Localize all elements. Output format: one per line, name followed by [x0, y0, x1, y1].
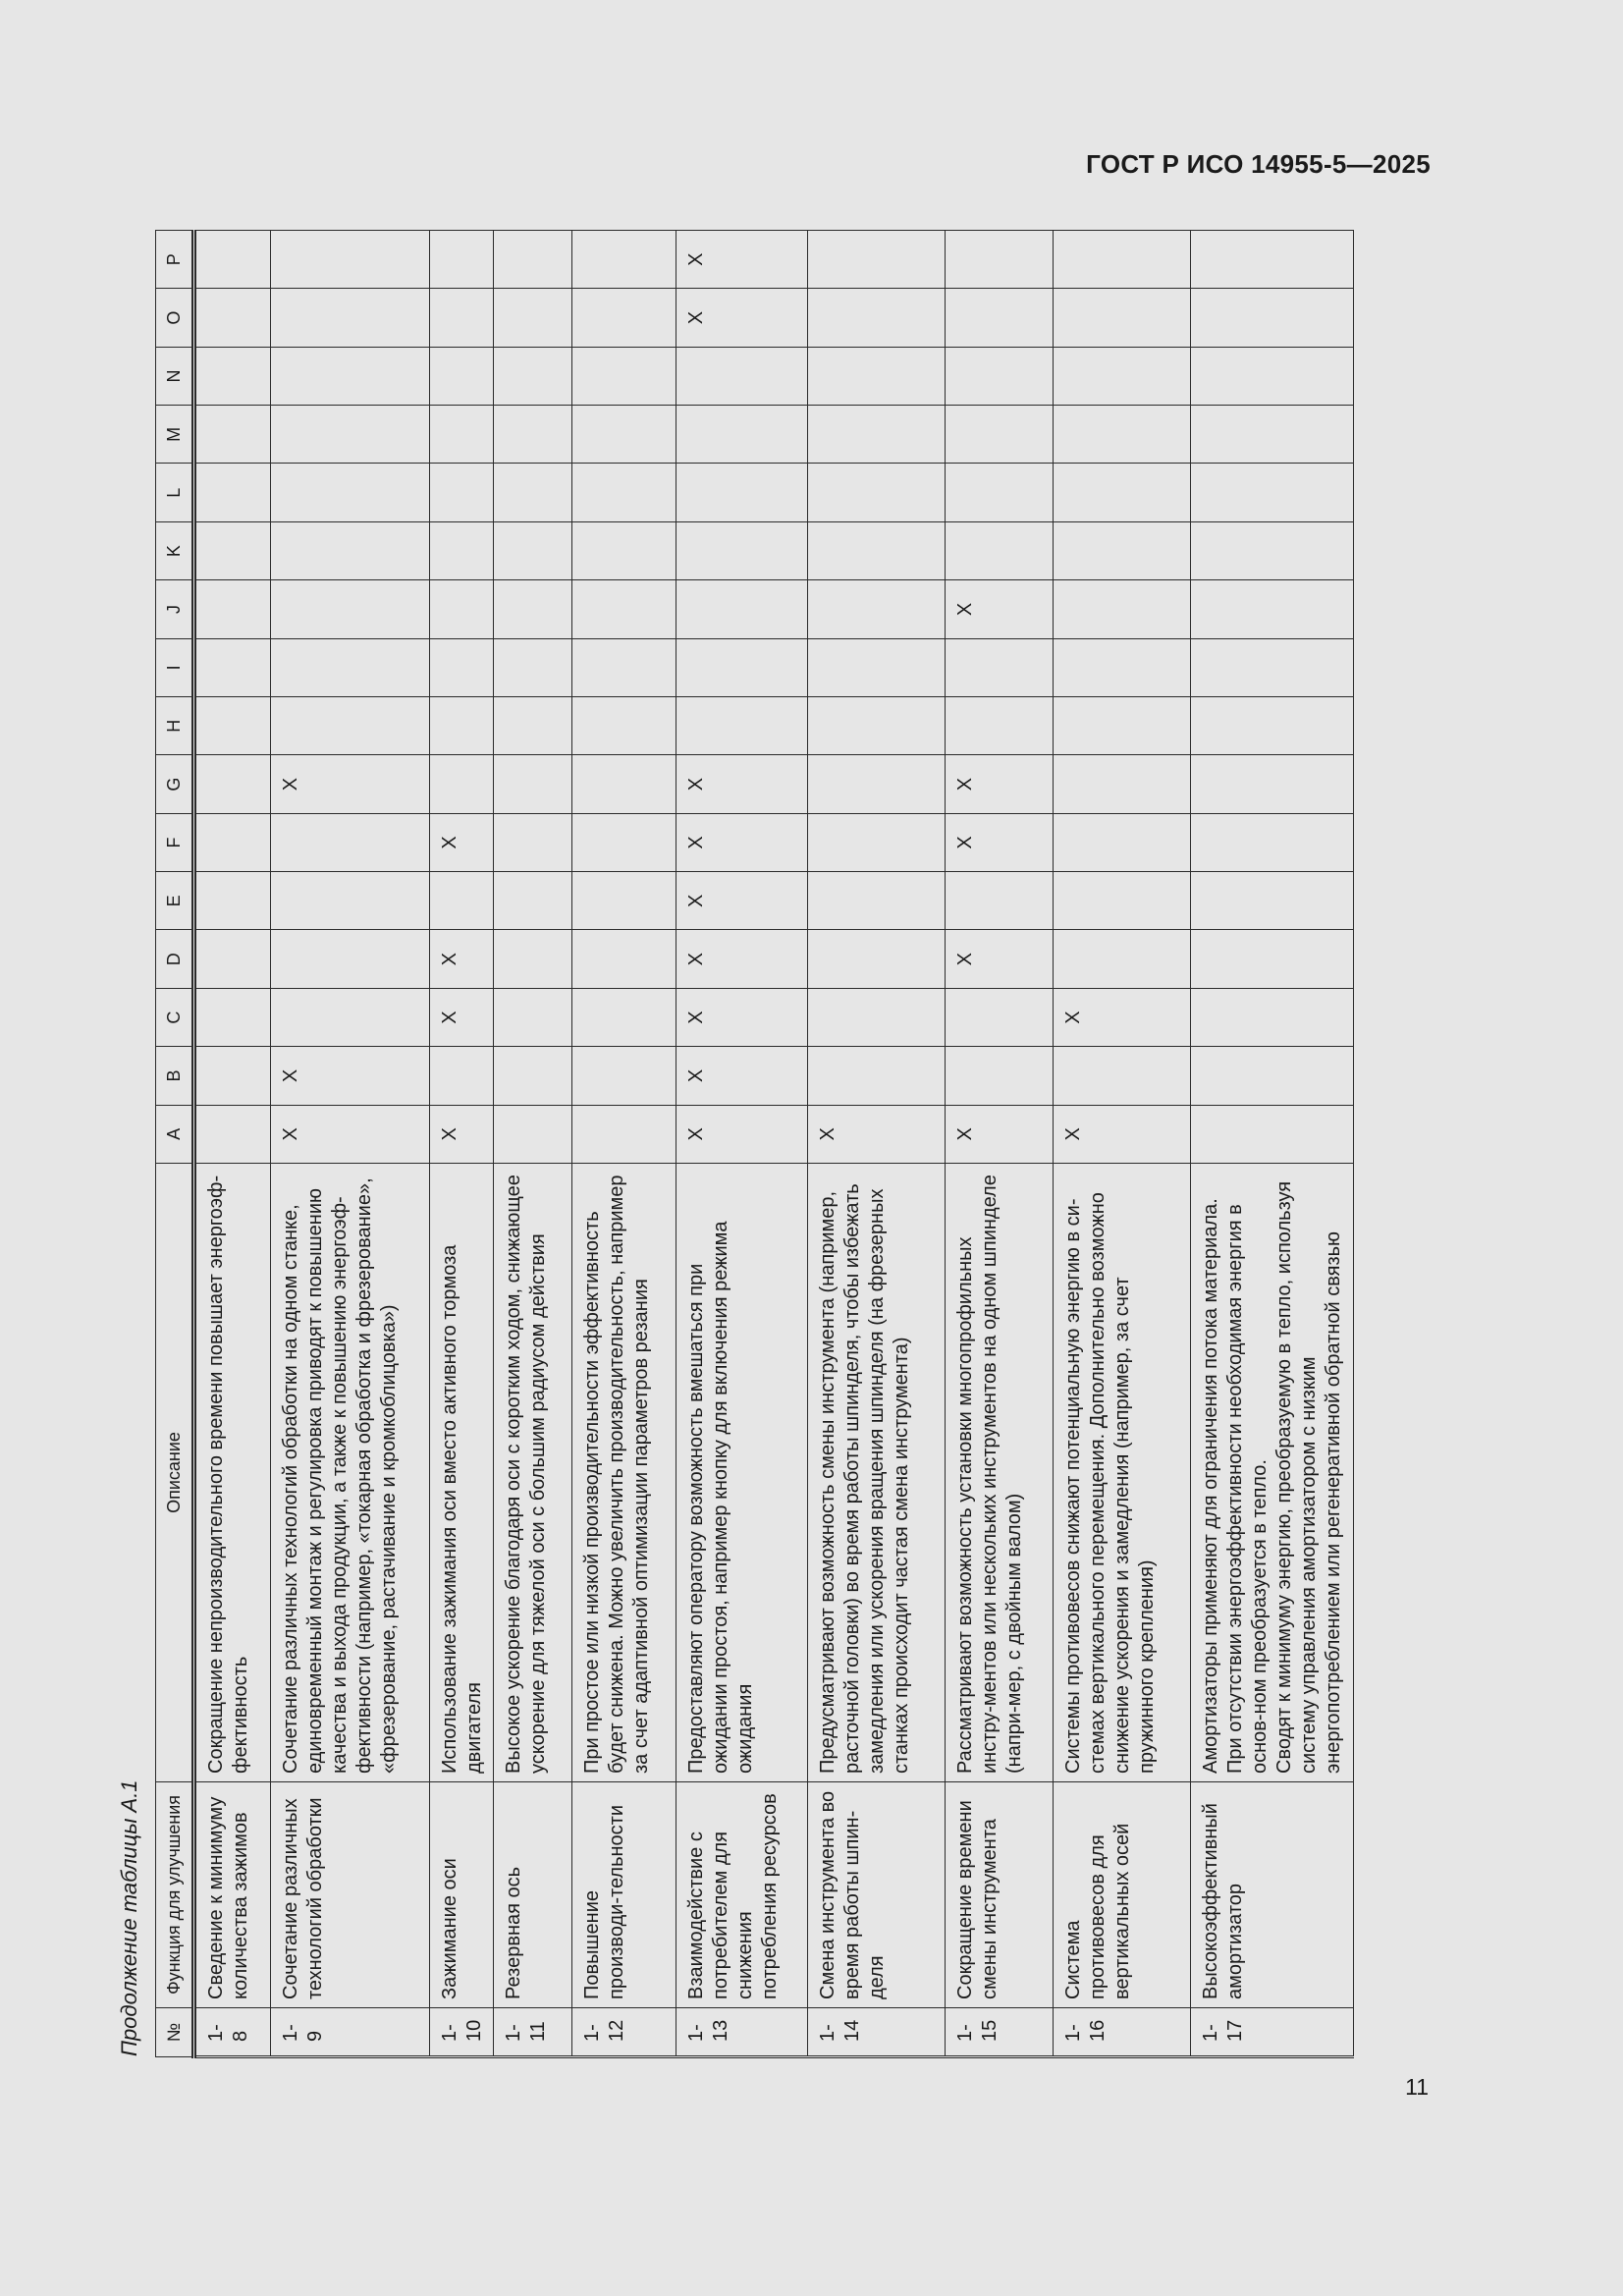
mark-cell-e — [808, 872, 946, 930]
row-description: Сокращение непроизводительного времени повышает энергоэф-фективность — [194, 1164, 271, 1782]
table-row — [194, 231, 271, 2057]
mark-cell-i — [1191, 638, 1354, 696]
header-description: Описание — [156, 1164, 194, 1782]
mark-cell-a — [572, 1105, 676, 1163]
mark-cell-h — [494, 697, 572, 755]
standard-header: ГОСТ Р ИСО 14955-5—2025 — [1086, 149, 1431, 179]
mark-cell-l — [494, 464, 572, 521]
row-number: 1-16 — [1054, 2008, 1191, 2057]
mark-cell-f: X — [430, 813, 494, 871]
mark-cell-k — [271, 521, 430, 579]
mark-cell-j — [1054, 580, 1191, 638]
header-number: № — [156, 2008, 194, 2057]
mark-cell-c: X — [676, 988, 808, 1046]
header-col-o: O — [156, 289, 194, 347]
header-col-g: G — [156, 755, 194, 813]
mark-cell-e — [1054, 872, 1191, 930]
header-function: Функция для улучшения — [156, 1782, 194, 2008]
header-col-h: H — [156, 697, 194, 755]
mark-cell-j — [676, 580, 808, 638]
mark-cell-b: X — [271, 1047, 430, 1105]
mark-cell-m — [430, 406, 494, 464]
mark-cell-m — [494, 406, 572, 464]
mark-cell-p — [1191, 231, 1354, 289]
row-function: Сведение к минимуму количества зажимов — [194, 1782, 271, 2008]
mark-cell-c: X — [430, 988, 494, 1046]
mark-cell-g: X — [946, 755, 1054, 813]
row-description: Амортизаторы применяют для ограничения потока материала. При отсутствии энергоэффективности необходимая энергия в основ-ном преобразуется в тепло. Сводят к минимуму энергию, преобразуемую в тепло, используя систему управления амортизатором с низким энергопотреблением или регенеративной обратной связью — [1191, 1164, 1354, 1782]
row-number: 1-17 — [1191, 2008, 1354, 2057]
mark-cell-f — [194, 813, 271, 871]
mark-cell-i — [1054, 638, 1191, 696]
mark-cell-c — [271, 988, 430, 1046]
mark-cell-c — [808, 988, 946, 1046]
mark-cell-c: X — [1054, 988, 1191, 1046]
mark-cell-i — [946, 638, 1054, 696]
mark-cell-h — [572, 697, 676, 755]
table-row — [676, 231, 808, 2057]
mark-cell-m — [676, 406, 808, 464]
mark-cell-d — [1191, 930, 1354, 988]
mark-cell-h — [676, 697, 808, 755]
mark-cell-k — [572, 521, 676, 579]
mark-cell-h — [946, 697, 1054, 755]
mark-cell-p — [494, 231, 572, 289]
mark-cell-b: X — [676, 1047, 808, 1105]
mark-cell-b — [808, 1047, 946, 1105]
mark-cell-k — [430, 521, 494, 579]
row-function: Резервная ось — [494, 1782, 572, 2008]
mark-cell-g — [1191, 755, 1354, 813]
header-col-n: N — [156, 347, 194, 405]
table-caption: Продолжение таблицы А.1 — [117, 1779, 141, 2056]
mark-cell-k — [676, 521, 808, 579]
mark-cell-a: X — [271, 1105, 430, 1163]
mark-cell-e — [430, 872, 494, 930]
mark-cell-a: X — [676, 1105, 808, 1163]
row-number: 1-8 — [194, 2008, 271, 2057]
mark-cell-a: X — [808, 1105, 946, 1163]
mark-cell-g — [494, 755, 572, 813]
mark-cell-j — [271, 580, 430, 638]
mark-cell-j — [194, 580, 271, 638]
mark-cell-l — [271, 464, 430, 521]
mark-cell-f — [1191, 813, 1354, 871]
mark-cell-h — [271, 697, 430, 755]
mark-cell-p: X — [676, 231, 808, 289]
mark-cell-j — [494, 580, 572, 638]
mark-cell-d: X — [676, 930, 808, 988]
header-col-e: E — [156, 872, 194, 930]
row-number: 1-13 — [676, 2008, 808, 2057]
mark-cell-h — [430, 697, 494, 755]
mark-cell-b — [194, 1047, 271, 1105]
mark-cell-n — [194, 347, 271, 405]
mark-cell-b — [1191, 1047, 1354, 1105]
table-row — [572, 231, 676, 2057]
table-row — [430, 231, 494, 2057]
mark-cell-i — [194, 638, 271, 696]
mark-cell-o — [1191, 289, 1354, 347]
row-number: 1-14 — [808, 2008, 946, 2057]
row-function: Смена инструмента во время работы шпин-деля — [808, 1782, 946, 2008]
mark-cell-p — [194, 231, 271, 289]
mark-cell-f — [271, 813, 430, 871]
mark-cell-b — [1054, 1047, 1191, 1105]
improvement-table — [155, 230, 1354, 2058]
mark-cell-d — [494, 930, 572, 988]
row-description: Рассматривают возможность установки многопрофильных инстру-ментов или нескольких инструментов на одном шпинделе (напри-мер, с двойным валом) — [946, 1164, 1054, 1782]
mark-cell-e — [946, 872, 1054, 930]
mark-cell-k — [808, 521, 946, 579]
mark-cell-b — [430, 1047, 494, 1105]
mark-cell-l — [946, 464, 1054, 521]
header-col-j: J — [156, 580, 194, 638]
mark-cell-g: X — [271, 755, 430, 813]
mark-cell-a: X — [946, 1105, 1054, 1163]
mark-cell-o — [494, 289, 572, 347]
mark-cell-o: X — [676, 289, 808, 347]
row-number: 1-11 — [494, 2008, 572, 2057]
table-row — [1054, 231, 1191, 2057]
mark-cell-n — [271, 347, 430, 405]
header-col-c: C — [156, 988, 194, 1046]
header-col-l: L — [156, 464, 194, 521]
header-col-a: A — [156, 1105, 194, 1163]
row-number: 1-10 — [430, 2008, 494, 2057]
mark-cell-b — [572, 1047, 676, 1105]
mark-cell-m — [194, 406, 271, 464]
mark-cell-p — [946, 231, 1054, 289]
mark-cell-j — [808, 580, 946, 638]
mark-cell-o — [946, 289, 1054, 347]
table-row — [808, 231, 946, 2057]
mark-cell-n — [494, 347, 572, 405]
mark-cell-l — [1191, 464, 1354, 521]
mark-cell-o — [1054, 289, 1191, 347]
page-number: 11 — [1405, 2074, 1429, 2100]
mark-cell-f: X — [676, 813, 808, 871]
row-description: Высокое ускорение благодаря оси с коротким ходом, снижающее ускорение для тяжелой оси с большим радиусом действия — [494, 1164, 572, 1782]
mark-cell-o — [271, 289, 430, 347]
mark-cell-m — [946, 406, 1054, 464]
mark-cell-k — [946, 521, 1054, 579]
mark-cell-a — [494, 1105, 572, 1163]
row-description: Использование зажимания оси вместо активного тормоза двигателя — [430, 1164, 494, 1782]
row-number: 1-12 — [572, 2008, 676, 2057]
mark-cell-h — [194, 697, 271, 755]
mark-cell-d — [271, 930, 430, 988]
mark-cell-d — [572, 930, 676, 988]
mark-cell-l — [572, 464, 676, 521]
row-number: 1-9 — [271, 2008, 430, 2057]
mark-cell-i — [572, 638, 676, 696]
row-function: Повышение производи-тельности — [572, 1782, 676, 2008]
mark-cell-g: X — [676, 755, 808, 813]
mark-cell-a: X — [430, 1105, 494, 1163]
mark-cell-d — [194, 930, 271, 988]
rotated-table-block — [112, 232, 1400, 2058]
mark-cell-c — [572, 988, 676, 1046]
mark-cell-n — [572, 347, 676, 405]
mark-cell-a: X — [1054, 1105, 1191, 1163]
mark-cell-l — [676, 464, 808, 521]
mark-cell-e — [271, 872, 430, 930]
mark-cell-i — [271, 638, 430, 696]
mark-cell-j — [430, 580, 494, 638]
row-description: При простое или низкой производительности эффективность будет снижена. Можно увеличить производительность, например за счет адаптивной оптимизации параметров резания — [572, 1164, 676, 1782]
mark-cell-a — [1191, 1105, 1354, 1163]
mark-cell-g — [194, 755, 271, 813]
mark-cell-j — [1191, 580, 1354, 638]
mark-cell-f — [572, 813, 676, 871]
mark-cell-i — [430, 638, 494, 696]
mark-cell-m — [1054, 406, 1191, 464]
mark-cell-m — [1191, 406, 1354, 464]
mark-cell-g — [572, 755, 676, 813]
mark-cell-e: X — [676, 872, 808, 930]
mark-cell-f — [494, 813, 572, 871]
mark-cell-m — [572, 406, 676, 464]
mark-cell-i — [808, 638, 946, 696]
mark-cell-h — [808, 697, 946, 755]
mark-cell-d — [1054, 930, 1191, 988]
row-description: Системы противовесов снижают потенциальную энергию в си-стемах вертикального перемещения. Дополнительно возможно снижение ускорения и замедления (например, за счет пружинного крепления) — [1054, 1164, 1191, 1782]
mark-cell-k — [1054, 521, 1191, 579]
header-col-b: B — [156, 1047, 194, 1105]
mark-cell-d: X — [430, 930, 494, 988]
mark-cell-i — [676, 638, 808, 696]
mark-cell-b — [946, 1047, 1054, 1105]
mark-cell-l — [1054, 464, 1191, 521]
mark-cell-n — [1054, 347, 1191, 405]
mark-cell-i — [494, 638, 572, 696]
mark-cell-c — [946, 988, 1054, 1046]
row-description: Предоставляют оператору возможность вмешаться при ожидании простоя, например кнопку для включения режима ожидания — [676, 1164, 808, 1782]
table-row — [271, 231, 430, 2057]
mark-cell-f: X — [946, 813, 1054, 871]
mark-cell-g — [430, 755, 494, 813]
header-col-i: I — [156, 638, 194, 696]
mark-cell-e — [194, 872, 271, 930]
mark-cell-m — [271, 406, 430, 464]
row-number: 1-15 — [946, 2008, 1054, 2057]
mark-cell-g — [808, 755, 946, 813]
mark-cell-e — [572, 872, 676, 930]
mark-cell-p — [808, 231, 946, 289]
mark-cell-c — [494, 988, 572, 1046]
mark-cell-j — [572, 580, 676, 638]
mark-cell-n — [676, 347, 808, 405]
header-col-p: P — [156, 231, 194, 289]
mark-cell-p — [430, 231, 494, 289]
row-description: Предусматривают возможность смены инструмента (например, расточной головки) во время работы шпинделя, чтобы избежать замедления или ускорения вращения шпинделя (на фрезерных станках происходит частая смена инструмента) — [808, 1164, 946, 1782]
mark-cell-j: X — [946, 580, 1054, 638]
table-row — [946, 231, 1054, 2057]
mark-cell-p — [271, 231, 430, 289]
mark-cell-m — [808, 406, 946, 464]
mark-cell-f — [1054, 813, 1191, 871]
header-col-d: D — [156, 930, 194, 988]
mark-cell-b — [494, 1047, 572, 1105]
mark-cell-o — [430, 289, 494, 347]
mark-cell-l — [808, 464, 946, 521]
header-col-f: F — [156, 813, 194, 871]
mark-cell-o — [194, 289, 271, 347]
row-description: Сочетание различных технологий обработки на одном станке, единовременный монтаж и регулировка приводят к повышению качества и выхода продукции, а также к повышению энергоэф-фективности (например, «токарная обработка и фрезерование», «фрезерование, растачивание и кромкоблицовка») — [271, 1164, 430, 1782]
mark-cell-e — [494, 872, 572, 930]
mark-cell-l — [194, 464, 271, 521]
mark-cell-c — [194, 988, 271, 1046]
mark-cell-f — [808, 813, 946, 871]
mark-cell-n — [1191, 347, 1354, 405]
mark-cell-h — [1191, 697, 1354, 755]
mark-cell-p — [572, 231, 676, 289]
row-function: Сочетание различных технологий обработки — [271, 1782, 430, 2008]
header-col-m: M — [156, 406, 194, 464]
mark-cell-a — [194, 1105, 271, 1163]
row-function: Система противовесов для вертикальных осей — [1054, 1782, 1191, 2008]
mark-cell-k — [194, 521, 271, 579]
mark-cell-p — [1054, 231, 1191, 289]
mark-cell-k — [1191, 521, 1354, 579]
mark-cell-c — [1191, 988, 1354, 1046]
mark-cell-k — [494, 521, 572, 579]
mark-cell-e — [1191, 872, 1354, 930]
row-function: Зажимание оси — [430, 1782, 494, 2008]
row-function: Сокращение времени смены инструмента — [946, 1782, 1054, 2008]
mark-cell-g — [1054, 755, 1191, 813]
mark-cell-l — [430, 464, 494, 521]
table-header-row — [156, 231, 194, 2057]
mark-cell-h — [1054, 697, 1191, 755]
mark-cell-n — [946, 347, 1054, 405]
mark-cell-d — [808, 930, 946, 988]
mark-cell-o — [572, 289, 676, 347]
mark-cell-o — [808, 289, 946, 347]
row-function: Высокоэффективный амортизатор — [1191, 1782, 1354, 2008]
table-row — [1191, 231, 1354, 2057]
header-col-k: K — [156, 521, 194, 579]
mark-cell-d: X — [946, 930, 1054, 988]
row-function: Взаимодействие с потребителем для снижения потребления ресурсов — [676, 1782, 808, 2008]
table-row — [494, 231, 572, 2057]
mark-cell-n — [430, 347, 494, 405]
mark-cell-n — [808, 347, 946, 405]
